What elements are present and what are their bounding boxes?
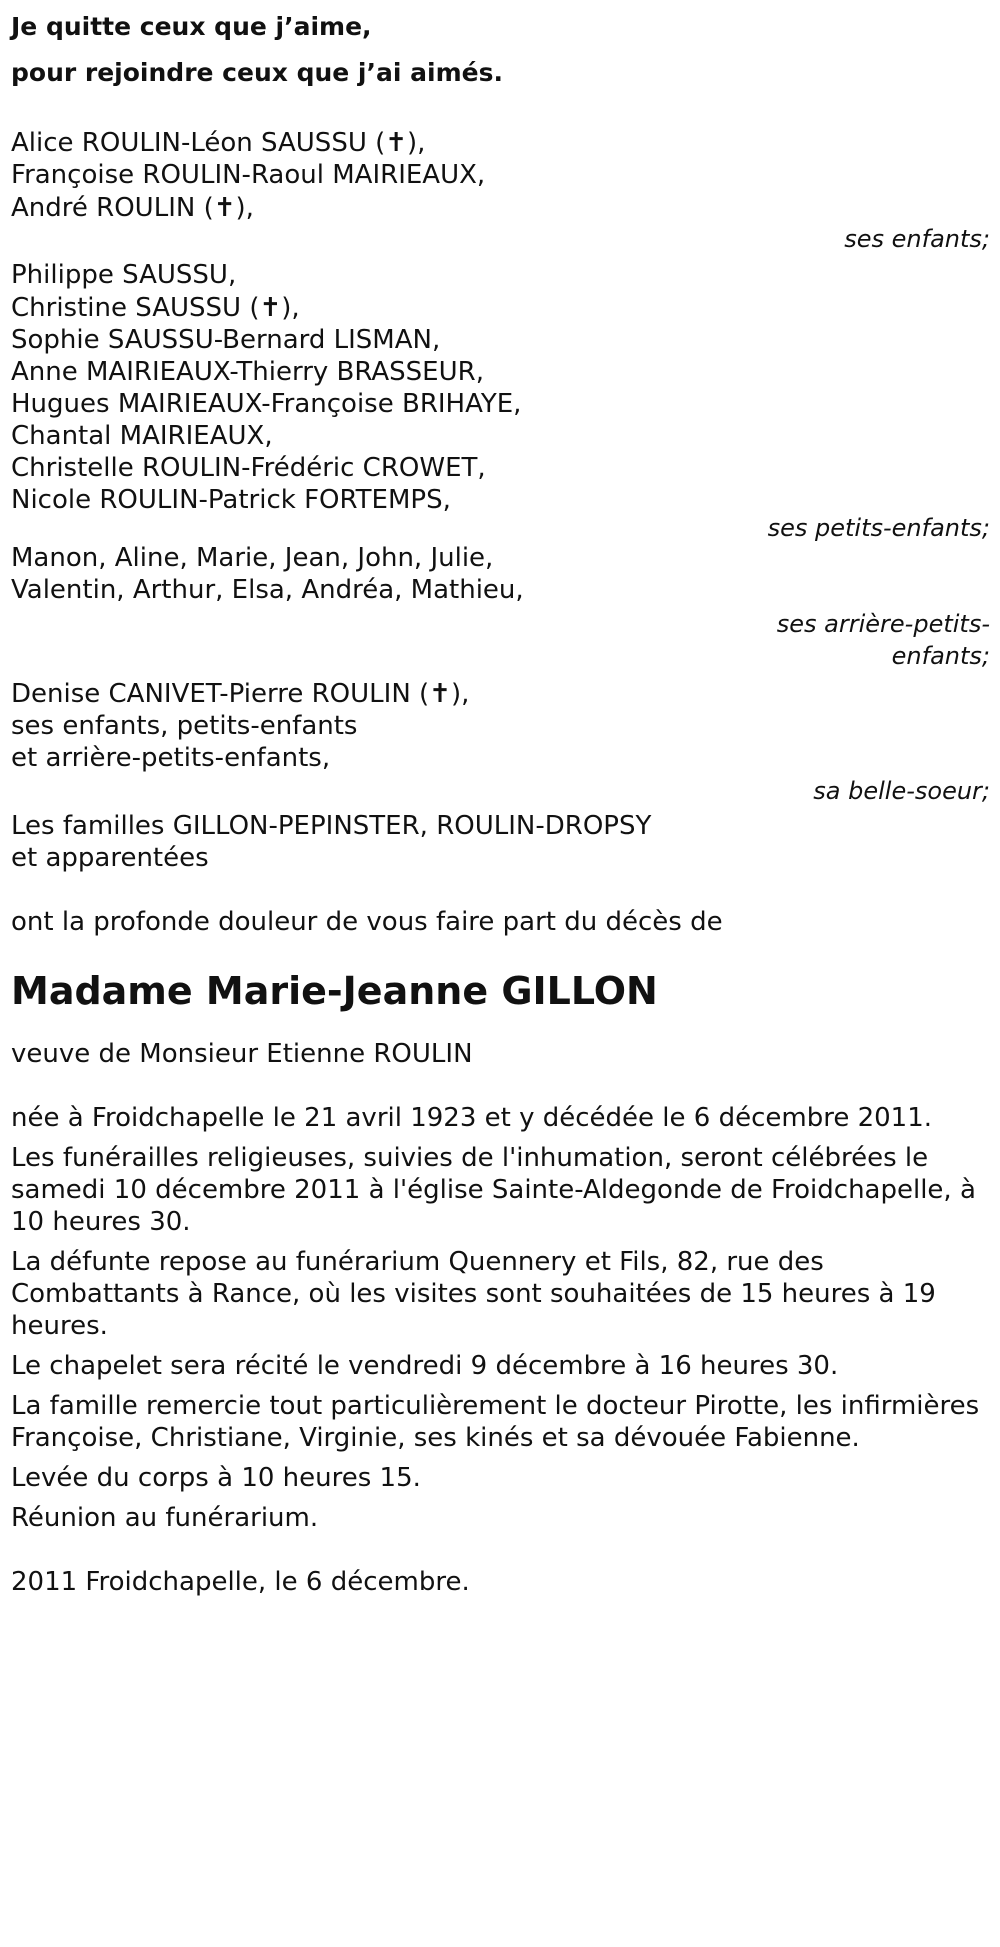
family-name-line: Alice ROULIN-Léon SAUSSU (✝), bbox=[11, 128, 426, 158]
family-name-line: Anne MAIRIEAUX-Thierry BRASSEUR, bbox=[11, 357, 484, 387]
epigraph-line-1: Je quitte ceux que j’aime, bbox=[11, 12, 372, 41]
relation-label: ses arrière-petits-enfants; bbox=[776, 610, 990, 670]
family-group-children bbox=[11, 126, 990, 253]
family-name-line: André ROULIN (✝), bbox=[11, 193, 254, 223]
family-name-line: Hugues MAIRIEAUX-Françoise BRIHAYE, bbox=[11, 389, 522, 419]
obituary-notice bbox=[11, 0, 990, 1598]
family-name-line: et arrière-petits-enfants, bbox=[11, 743, 331, 773]
details bbox=[11, 1102, 990, 1534]
family-name-line: Sophie SAUSSU-Bernard LISMAN, bbox=[11, 325, 441, 355]
deceased-name: Madame Marie-Jeanne GILLON bbox=[11, 969, 658, 1013]
family-name-line: Françoise ROULIN-Raoul MAIRIEAUX, bbox=[11, 160, 486, 190]
meeting-paragraph: Réunion au funérarium. bbox=[11, 1503, 319, 1533]
relation-label: ses petits-enfants; bbox=[767, 514, 990, 542]
funeral-paragraph: Les funérailles religieuses, suivies de l'inhumation, seront célébrées le samedi 10 décembre 2011 à l'église Sainte-Aldegonde de Froidchapelle, à 10 heures 30. bbox=[11, 1143, 976, 1237]
lifting-paragraph: Levée du corps à 10 heures 15. bbox=[11, 1463, 421, 1493]
family-group-grandchildren bbox=[11, 259, 990, 540]
funerarium-paragraph: La défunte repose au funérarium Quennery et Fils, 82, rue des Combattants à Rance, où les visites sont souhaitées de 15 heures à 19 heures. bbox=[11, 1247, 936, 1341]
family-group-great-grandchildren bbox=[11, 542, 990, 672]
family-group-related bbox=[11, 810, 990, 874]
family-name-line: Denise CANIVET-Pierre ROULIN (✝), bbox=[11, 679, 470, 709]
thanks-paragraph: La famille remercie tout particulièrement le docteur Pirotte, les infirmières Françoise, Christiane, Virginie, ses kinés et sa dévouée Fabienne. bbox=[11, 1391, 980, 1453]
epigraph bbox=[11, 4, 990, 96]
birth-death-paragraph: née à Froidchapelle le 21 avril 1923 et y décédée le 6 décembre 2011. bbox=[11, 1103, 933, 1133]
epigraph-line-2: pour rejoindre ceux que j’ai aimés. bbox=[11, 58, 503, 87]
relation-label: sa belle-soeur; bbox=[813, 777, 990, 805]
family-name-line: Christelle ROULIN-Frédéric CROWET, bbox=[11, 453, 486, 483]
family-name-line: Nicole ROULIN-Patrick FORTEMPS, bbox=[11, 485, 451, 515]
family-name-line: Les familles GILLON-PEPINSTER, ROULIN-DROPSY bbox=[11, 811, 652, 841]
family-name-line: et apparentées bbox=[11, 843, 209, 873]
family-name-line: ses enfants, petits-enfants bbox=[11, 711, 358, 741]
family-name-line: Manon, Aline, Marie, Jean, John, Julie, bbox=[11, 543, 494, 573]
announcement: ont la profonde douleur de vous faire part du décès de bbox=[11, 907, 723, 937]
rosary-paragraph: Le chapelet sera récité le vendredi 9 décembre à 16 heures 30. bbox=[11, 1351, 839, 1381]
widow-of: veuve de Monsieur Etienne ROULIN bbox=[11, 1039, 473, 1069]
family-name-line: Philippe SAUSSU, bbox=[11, 260, 237, 290]
closing-line: 2011 Froidchapelle, le 6 décembre. bbox=[11, 1567, 470, 1597]
family-name-line: Christine SAUSSU (✝), bbox=[11, 293, 300, 323]
family-name-line: Chantal MAIRIEAUX, bbox=[11, 421, 273, 451]
family-group-sister-in-law bbox=[11, 678, 990, 808]
relation-label: ses enfants; bbox=[844, 225, 990, 253]
family-name-line: Valentin, Arthur, Elsa, Andréa, Mathieu, bbox=[11, 575, 524, 605]
